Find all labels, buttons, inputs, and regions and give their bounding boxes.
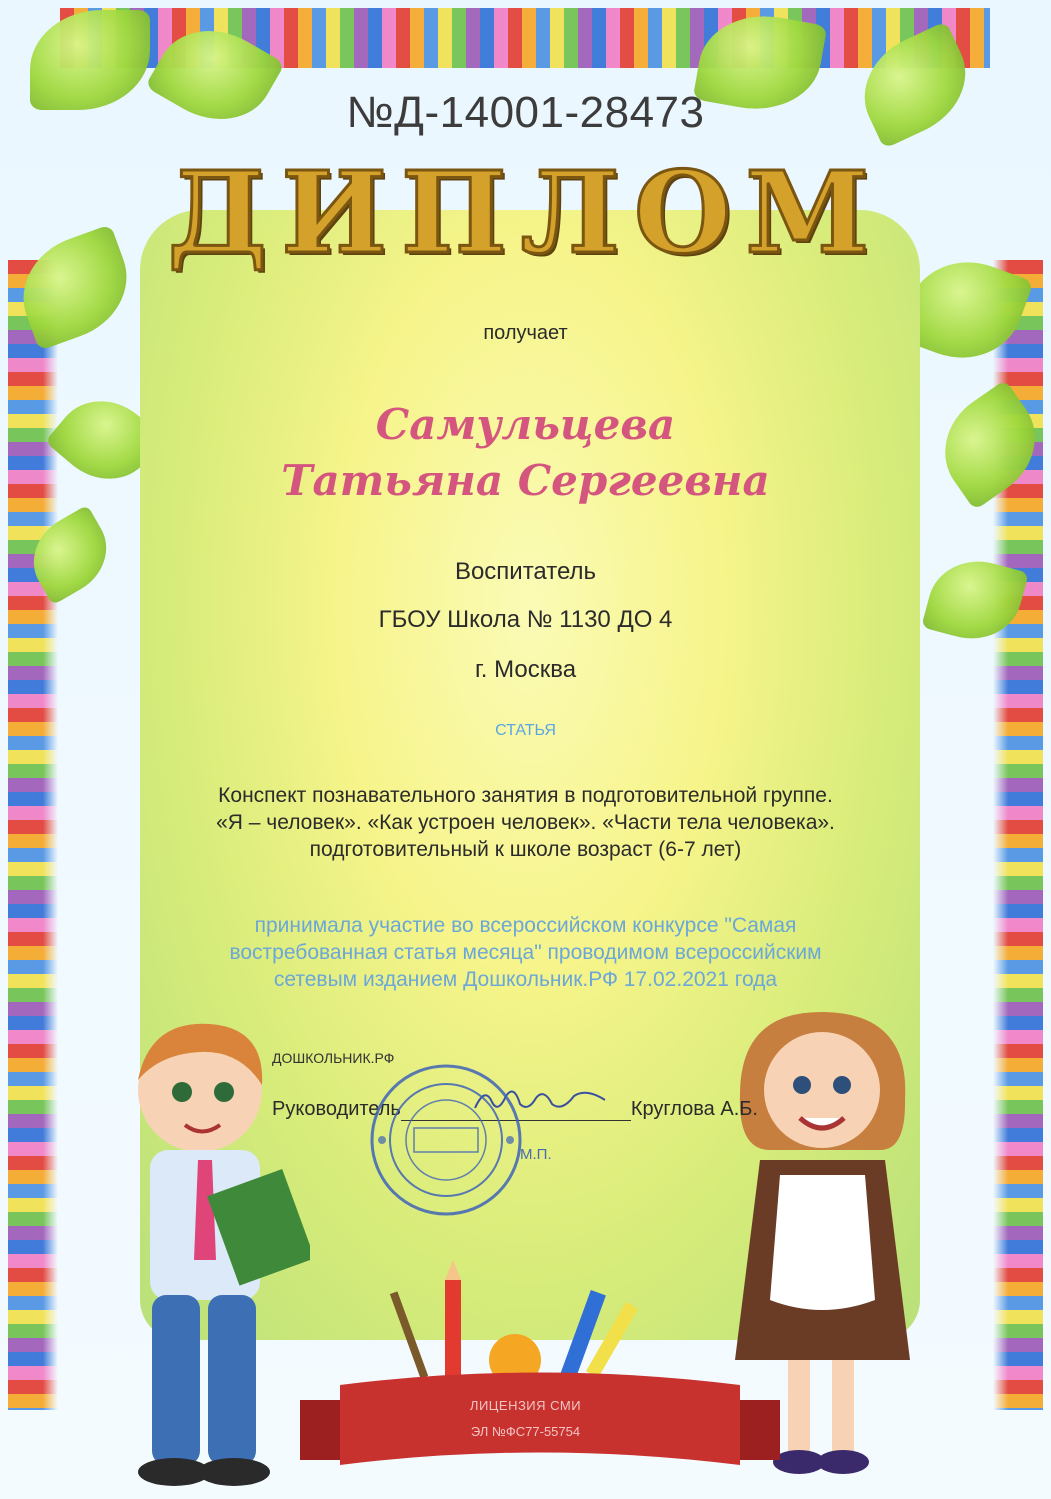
participation-line: сетевым изданием Дошкольник.РФ 17.02.2021 года	[273, 968, 778, 991]
license-title: ЛИЦЕНЗИЯ СМИ	[469, 1398, 582, 1413]
signer-role: Руководитель	[272, 1098, 401, 1120]
article-line: подготовительный к школе возраст (6-7 лет)	[309, 838, 742, 861]
receives-label: получает	[483, 322, 568, 344]
article-title	[0, 782, 1051, 863]
publisher-brand: ДОШКОЛЬНИК.РФ	[272, 1050, 395, 1066]
article-line: «Я – человек». «Как устроен человек». «Части тела человека».	[216, 811, 835, 834]
recipient-position: Воспитатель	[454, 558, 597, 585]
work-category: СТАТЬЯ	[495, 722, 556, 739]
diploma-number: №Д-14001-28473	[346, 88, 705, 137]
recipient-given-names: Татьяна Сергеевна	[281, 456, 770, 505]
official-stamp	[368, 1062, 524, 1218]
recipient-surname: Самульцева	[375, 400, 676, 449]
diploma-title: ДИПЛОМ	[167, 148, 884, 279]
recipient-city: г. Москва	[474, 656, 577, 683]
boy-illustration	[90, 1010, 310, 1490]
participation-text	[0, 912, 1051, 993]
participation-line: востребованная статья месяца" проводимом всероссийским	[229, 941, 822, 964]
stamp-place-label: М.П.	[520, 1146, 552, 1163]
recipient-school: ГБОУ Школа № 1130 ДО 4	[378, 606, 673, 633]
license-number: ЭЛ №ФС77-55754	[470, 1424, 581, 1439]
signer-name: Круглова А.Б.	[630, 1098, 758, 1120]
participation-line: принимала участие во всероссийском конкурсе "Самая	[254, 914, 797, 937]
article-line: Конспект познавательного занятия в подготовительной группе.	[218, 784, 833, 807]
